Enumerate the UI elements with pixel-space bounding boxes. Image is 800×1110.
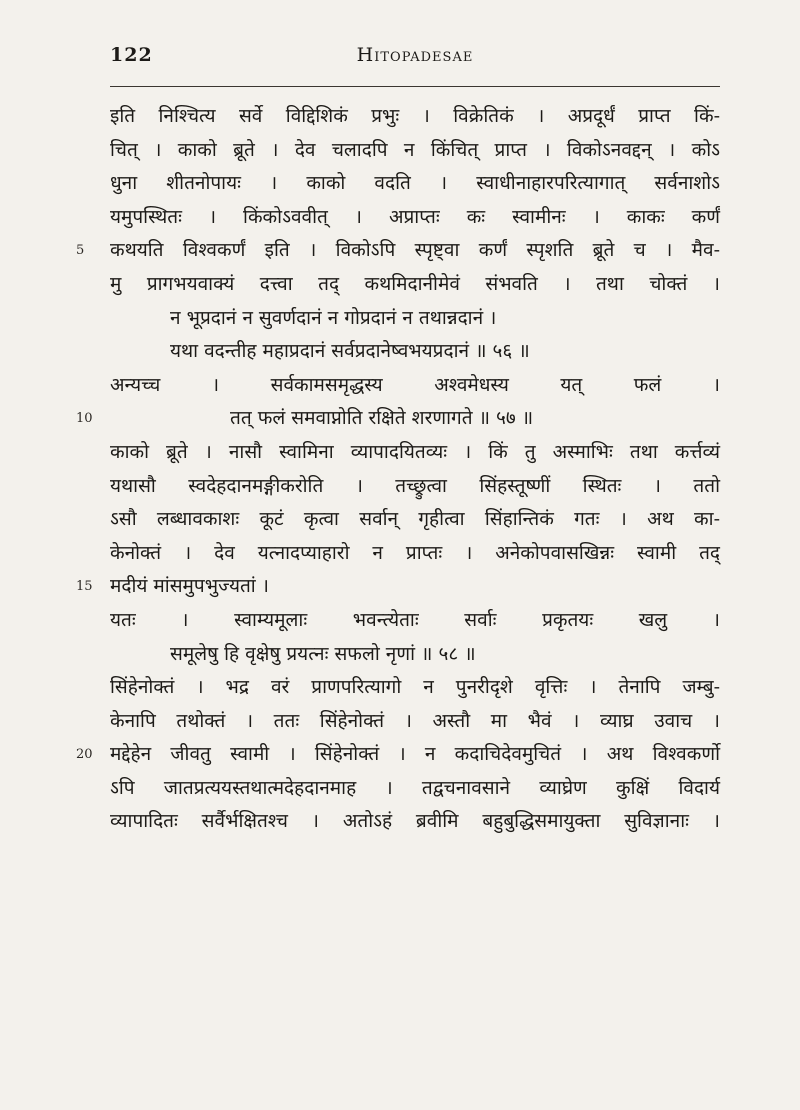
running-title: Hitopadesae [356,44,474,66]
text-line [76,570,720,604]
line-text: सिंहेनोक्तं । भद्र वरं प्राणपरित्यागो न पुनरीदृशे वृत्तिः । तेनापि जम्बु- [110,676,720,699]
text-line [110,134,720,168]
text-line [110,268,720,302]
text-line [110,369,720,403]
line-text: यथा वदन्तीह महाप्रदानं सर्वप्रदानेष्वभयप्रदानं ॥ ५६ ॥ [170,340,530,363]
page-header [110,44,720,84]
line-text: इति निश्चित्य सर्वे विद्दिशिकं प्रभुः । विक्रेतिकं । अप्रदूर्धं प्राप्त किं- [110,105,720,127]
text-line [110,335,720,369]
text-body [76,100,720,839]
text-line [110,100,720,134]
line-text: यमुपस्थितः । किंकोऽववीत् । अप्राप्तः कः स्वामीनः । काकः कर्णं [110,205,720,228]
text-line [76,234,720,268]
line-text: यतः । स्वाम्यमूलाः भवन्त्येताः सर्वाः प्रकृतयः खलु । [110,608,720,631]
text-line [110,167,720,201]
text-line [110,201,720,235]
text-line [110,671,720,705]
text-line [110,436,720,470]
text-line [110,470,720,504]
text-line [110,537,720,571]
line-text: मु प्रागभयवाक्यं दत्त्वा तद् कथमिदानीमेवं संभवति । तथा चोक्तं । [110,272,720,295]
line-text: मद्देहेन जीवतु स्वामी । सिंहेनोक्तं । न कदाचिदेवमुचितं । अथ विश्वकर्णो [110,743,720,766]
line-number: 10 [76,411,93,427]
text-line [110,772,720,806]
text-line [110,302,720,336]
text-line [110,638,720,672]
line-text: केनापि तथोक्तं । ततः सिंहेनोक्तं । अस्तौ मा भैवं । व्याघ्र उवाच । [110,709,720,732]
line-number: 5 [76,243,85,259]
line-text: चित् । काको ब्रूते । देव चलादपि न किंचित् प्राप्त । विकोऽनवद्दन् । कोऽ [110,138,720,161]
page-number: 122 [110,44,153,66]
text-line [76,738,720,772]
line-text: धुना शीतनोपायः । काको वदति । स्वाधीनाहारपरित्यागात् सर्वनाशोऽ [110,172,720,195]
text-line [110,604,720,638]
line-text: तत् फलं समवाप्नोति रक्षिते शरणागते ॥ ५७ ॥ [230,407,534,430]
line-text: ऽसौ लब्धावकाशः कूटं कृत्वा सर्वान् गृहीत्वा सिंहान्तिकं गतः । अथ का- [110,508,720,531]
text-line [110,503,720,537]
line-text: यथासौ स्वदेहदानमङ्गीकरोति । तच्छ्रुत्वा सिंहस्तूष्णीं स्थितः । ततो [110,474,720,497]
line-text: समूलेषु हि वृक्षेषु प्रयत्नः सफलो नृणां ॥ ५८ ॥ [170,642,476,665]
line-text: काको ब्रूते । नासौ स्वामिना व्यापादयितव्यः । किं तु अस्माभिः तथा कर्त्तव्यं [110,440,720,463]
line-text: अन्यच्च । सर्वकामसमृद्धस्य अश्वमेधस्य यत् फलं । [110,373,720,396]
line-text: मदीयं मांसमुपभुज्यतां । [110,575,269,598]
line-number: 20 [76,747,93,763]
line-text: न भूप्रदानं न सुवर्णदानं न गोप्रदानं न तथान्नदानं । [170,306,497,329]
text-line [110,705,720,739]
line-text: कथयति विश्वकर्णं इति । विकोऽपि स्पृष्ट्वा कर्णं स्पृशति ब्रूते च । मैव- [110,239,720,262]
line-number: 15 [76,579,93,595]
line-text: ऽपि जातप्रत्ययस्तथात्मदेहदानमाह । तद्वचनावसाने व्याघ्रेण कुक्षिं विदार्य [110,776,720,799]
header-rule [110,86,720,87]
text-line [110,805,720,839]
line-text: व्यापादितः सर्वैर्भक्षितश्च । अतोऽहं ब्रवीमि बहुबुद्धिसमायुक्ता सुविज्ञानाः । [110,810,720,833]
line-text: केनोक्तं । देव यत्नादप्याहारो न प्राप्तः । अनेकोपवासखिन्नः स्वामी तद् [110,541,720,564]
text-line [76,402,720,436]
